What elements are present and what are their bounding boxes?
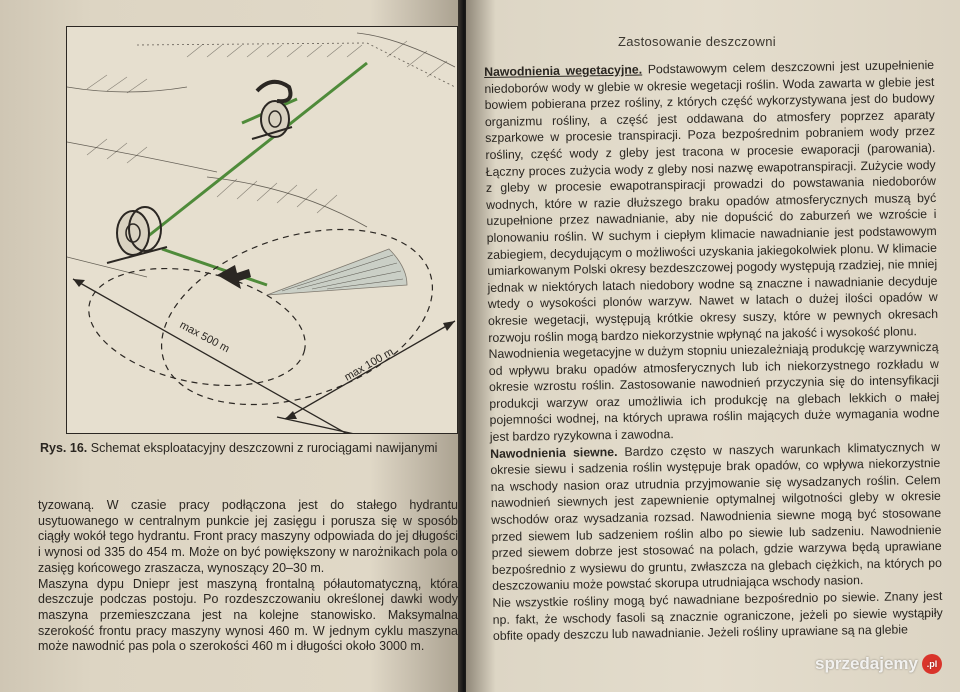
- watermark-logo: [815, 654, 942, 674]
- reel-machine-upper: [252, 82, 292, 139]
- reel-machine-lower: [107, 207, 167, 263]
- left-page: [0, 0, 462, 692]
- right-body-text: [484, 57, 943, 645]
- section-text: Bardzo często w naszych warunkach klimatycznych w okresie siewu i sadzenia roślin występuje brak opadów, co wpływa niekorzystnie na wschody nasion oraz utrudnia przyjmowanie się wysadzanych roślin. Celem nawodnień siewnych jest zapewnienie optymalnej wilgotności gleby w okresie wschodów oraz wysadzania rozsad. Nawodnienia siewne mogą być stosowane przed siewem lub sadzeniem roślin albo po siewie lub sadzeniu. Nawodnienie przed siewem dobrze jest stosować na polach, gdzie warzywa będą uprawiane bezpośrednio z wysiewu do gruntu, zwłaszcza na glebach ciężkich, na których po deszczowaniu może powstać skorupa utrudniająca wschody nasion.: [490, 439, 942, 594]
- section-text: Nawodnienia wegetacyjne w dużym stopniu uniezależniają produkcję warzywniczą od wpływu braku opadów atmosferycznych lub ich niekorzystnego rozkładu w okresie wzrostu roślin. Zastosowanie nawodnień przyczynia się do intensyfikacji produkcji warzyw oraz umożliwia ich produkcję na glebach lekkich o małej pojemności wodnej, na których uprawa roślin mających duże wymagania wodne jest bardzo ryzykowna i zawodna.: [488, 339, 940, 445]
- right-page: [466, 0, 960, 692]
- running-header: Zastosowanie deszczowni: [618, 34, 776, 49]
- paragraph: [492, 588, 943, 645]
- left-body-text: [38, 498, 458, 655]
- figure-irrigation-schematic: [66, 26, 458, 434]
- section-text: Nie wszystkie rośliny mogą być nawadniane bezpośrednio po siewie. Znany jest np. fakt, że wschody fasoli są znacznie ograniczone, jeżeli po siewie wystąpiły obfite opady deszczu lub nawadnianie. Jeżeli rośliny uprawiane są na glebie: [492, 588, 943, 644]
- section-heading: Nawodnienia wegetacyjne.: [484, 62, 643, 79]
- paragraph: Maszyna dypu Dniepr jest maszyną frontalną półautomatyczną, która deszczuje podczas postoju. Po rozdeszczowaniu określonej dawki wody maszyna przemieszczana jest na kolejne stanowisko. Maksymalna szerokość frontu pracy maszyny wynosi 460 m. W jednym cyklu maszyna może nawodnić pas pola o szerokości 460 m i długości około 3000 m.: [38, 576, 458, 654]
- section-text: Podstawowym celem deszczowni jest uzupełnienie niedoborów wody w glebie w okresie wegetacji roślin. Woda zawarta w glebie jest bowiem pobierana przez rośliny, z których część wykorzystywana jest do budowy organizmu rośliny, a część jest oddawana do atmosfery poprzez aparaty szparkowe w procesie transpiracji. Poza bezpośrednim pobraniem wody przez rośliny, część wody z gleby jest tracona w procesie ewaporacji (parowania). Łączny proces zużycia wody z gleby nosi nazwę ewapotranspiracji. Zużycie wody z gleby w procesie ewapotranspiracji prowadzi do powstawania niedoborów wodnych, które w razie dłuższego braku opadów atmosferycznych muszą być uzupełnione przez nawadnianie, aby nie dopuścić do zaburzeń we wzroście i plonowaniu roślin. W suchym i ciepłym klimacie nawadnianie jest podstawowym zabiegiem, decydującym o możliwości uzyskania jakiegokolwiek plonu. W klimacie umiarkowanym Polski okresy bezdeszczowej pogody występują rzadziej, nie mniej jednak w niektórych latach niedobory wodne są znaczne i nawadnianie decyduje wtedy o wysokości plonów warzyw. Nawet w latach o dużej ilości opadów w okresie wegetacji, występują krótkie okresy suszy, które w pewnych okresach rozwoju roślin mogą bardzo niekorzystnie wpłynąć na jakość i wysokość plonu.: [484, 57, 939, 345]
- figure-caption: [40, 440, 458, 456]
- paragraph: [484, 57, 938, 346]
- paragraph: [490, 439, 942, 595]
- section-heading: Nawodnienia siewne.: [490, 444, 618, 461]
- dimension-label-100: max 100 m: [342, 345, 396, 384]
- paragraph: [488, 339, 940, 446]
- irrigation-diagram: [67, 27, 457, 433]
- watermark-text: sprzedajemy: [815, 654, 918, 673]
- caption-number: Rys. 16.: [40, 441, 88, 455]
- sprinkler-spray: [267, 249, 407, 295]
- watermark-badge-icon: .pl: [922, 654, 942, 674]
- caption-text: Schemat eksploatacyjny deszczowni z rurociągami nawijanymi: [90, 441, 438, 455]
- paragraph: tyzowaną. W czasie pracy podłączona jest do stałego hydrantu usytuowanego w centralnym punkcie jej zasięgu i porusza się w sposób ciągły wokół tego hydrantu. Front pracy maszyny odpowiada do jej długości i wynosi od 335 do 454 m. Może on być powiększony w narożnikach pola o zasięg końcowego zraszacza, wynoszący 20–30 m.: [38, 498, 458, 575]
- dimension-label-500: max 500 m: [177, 319, 232, 356]
